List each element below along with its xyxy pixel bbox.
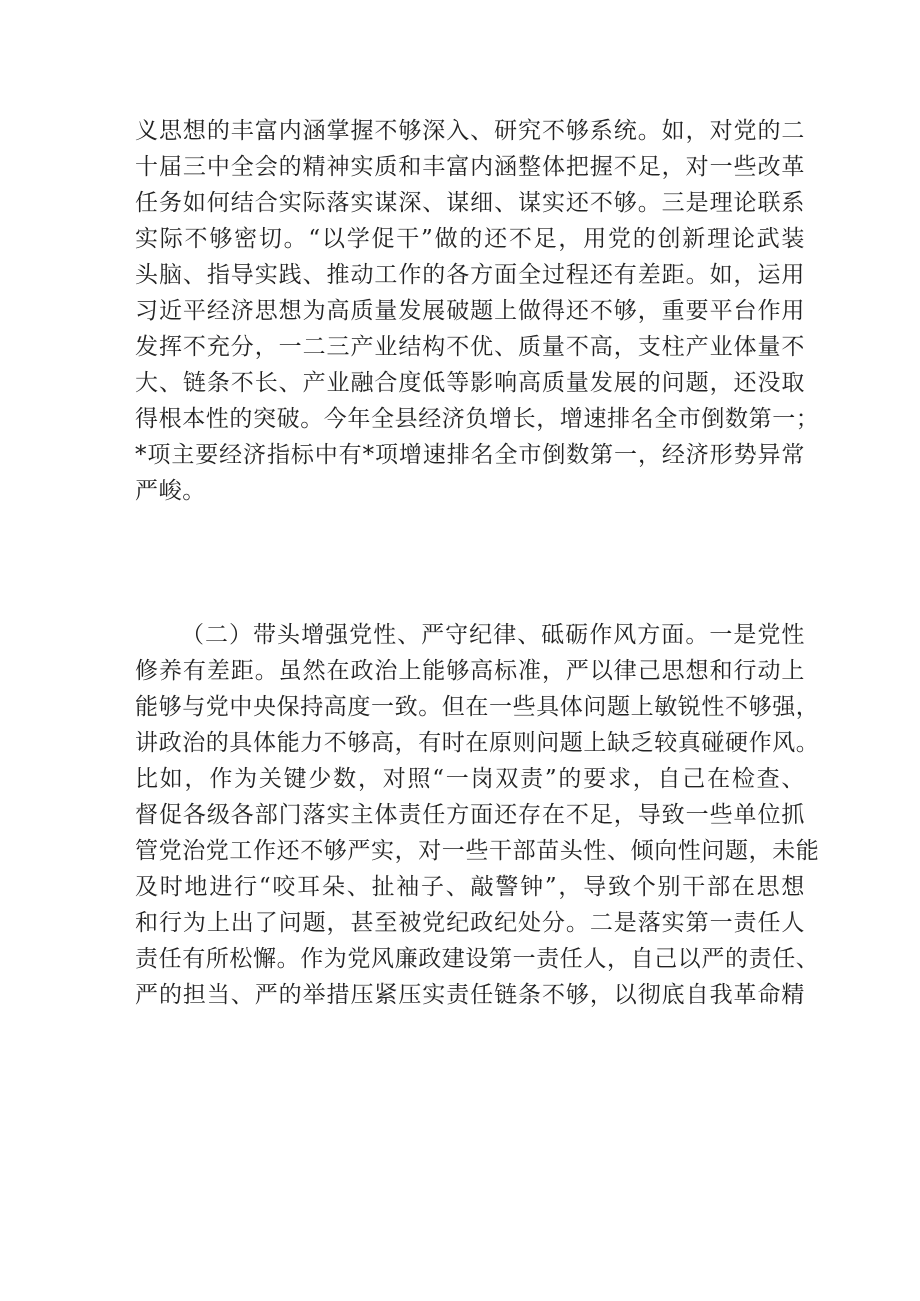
- paragraph-line: *项主要经济指标中有*项增速排名全市倒数第一，经济形势异常: [135, 442, 805, 468]
- paragraph-line: 实际不够密切。“以学促干”做的还不足，用党的创新理论武装: [135, 226, 805, 252]
- paragraph-line: 发挥不充分，一二三产业结构不优、质量不高，支柱产业体量不: [135, 334, 805, 360]
- paragraph-heading-line: （二）带头增强党性、严守纪律、砥砺作风方面。一是党性: [181, 622, 805, 648]
- paragraph-line: 严峻。: [135, 478, 206, 504]
- paragraph-line: 修养有差距。虽然在政治上能够高标准，严以律己思想和行动上: [135, 658, 805, 684]
- paragraph-1: [135, 113, 820, 509]
- paragraph-2: [135, 617, 820, 1013]
- paragraph-line: 十届三中全会的精神实质和丰富内涵整体把握不足，对一些改革: [135, 154, 805, 180]
- paragraph-line: 责任有所松懈。作为党风廉政建设第一责任人，自己以严的责任、: [135, 946, 820, 972]
- paragraph-line: 管党治党工作还不够严实，对一些干部苗头性、倾向性问题，未能: [135, 838, 820, 864]
- paragraph-line: 得根本性的突破。今年全县经济负增长，增速排名全市倒数第一；: [135, 406, 820, 432]
- paragraph-line: 头脑、指导实践、推动工作的各方面全过程还有差距。如，运用: [135, 262, 805, 288]
- paragraph-line: 任务如何结合实际落实谋深、谋细、谋实还不够。三是理论联系: [135, 190, 805, 216]
- paragraph-line: 讲政治的具体能力不够高，有时在原则问题上缺乏较真碰硬作风。: [135, 730, 820, 756]
- paragraph-line: 和行为上出了问题，甚至被党纪政纪处分。二是落实第一责任人: [135, 910, 805, 936]
- paragraph-line: 习近平经济思想为高质量发展破题上做得还不够，重要平台作用: [135, 298, 805, 324]
- paragraph-line: 严的担当、严的举措压紧压实责任链条不够，以彻底自我革命精: [135, 982, 805, 1008]
- paragraph-line: 及时地进行“咬耳朵、扯袖子、敲警钟”，导致个别干部在思想: [135, 874, 805, 900]
- paragraph-line: 义思想的丰富内涵掌握不够深入、研究不够系统。如，对党的二: [135, 118, 805, 144]
- paragraph-line: 比如，作为关键少数，对照“一岗双责”的要求，自己在检查、: [135, 766, 805, 792]
- paragraph-line: 督促各级各部门落实主体责任方面还存在不足，导致一些单位抓: [135, 802, 805, 828]
- paragraph-line: 能够与党中央保持高度一致。但在一些具体问题上敏锐性不够强，: [135, 694, 820, 720]
- paragraph-line: 大、链条不长、产业融合度低等影响高质量发展的问题，还没取: [135, 370, 805, 396]
